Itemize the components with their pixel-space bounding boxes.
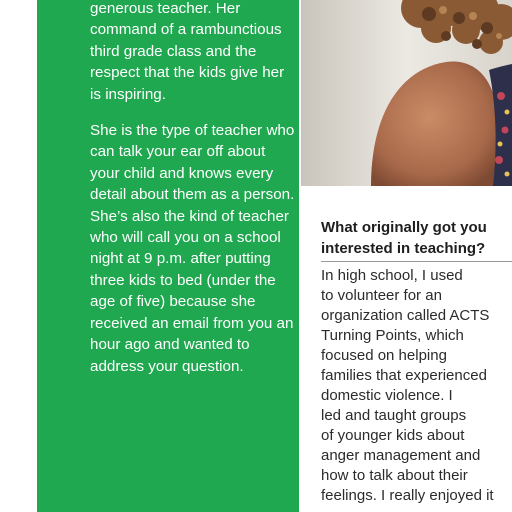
question-divider bbox=[321, 261, 512, 262]
answer-line: families that experienced bbox=[321, 367, 487, 384]
answer-line: Turning Points, which bbox=[321, 327, 464, 344]
answer-line: organization called ACTS bbox=[321, 307, 490, 324]
answer-line: to volunteer for an bbox=[321, 287, 442, 304]
interview-question: What originally got you interested in teaching? bbox=[321, 219, 487, 257]
green-column-text bbox=[90, 0, 295, 377]
teacher-photo bbox=[301, 0, 512, 186]
answer-line: feelings. I really enjoyed it bbox=[321, 487, 494, 504]
answer-line: how to talk about their bbox=[321, 467, 468, 484]
answer-line: led and taught groups bbox=[321, 407, 467, 424]
interview-answer bbox=[321, 266, 512, 506]
answer-line: focused on helping bbox=[321, 347, 447, 364]
teacher-description-paragraph-1: generous teacher. Her command of a rambunctious third grade class and the respect that the kids give her is inspiring. bbox=[90, 0, 285, 103]
answer-line: domestic violence. I bbox=[321, 387, 453, 404]
answer-line: In high school, I used bbox=[321, 267, 463, 284]
teacher-description-paragraph-2: She is the type of teacher who can talk your ear off about your child and knows every detail about them as a person. She’s also the kind of teacher who will call you on a school night at 9 p.m. after putting three kids to bed (under the age of five) because she received an email from you an hour ago and wanted to address your question. bbox=[90, 122, 295, 375]
answer-line: of younger kids about bbox=[321, 427, 465, 444]
answer-line: anger management and bbox=[321, 447, 481, 464]
